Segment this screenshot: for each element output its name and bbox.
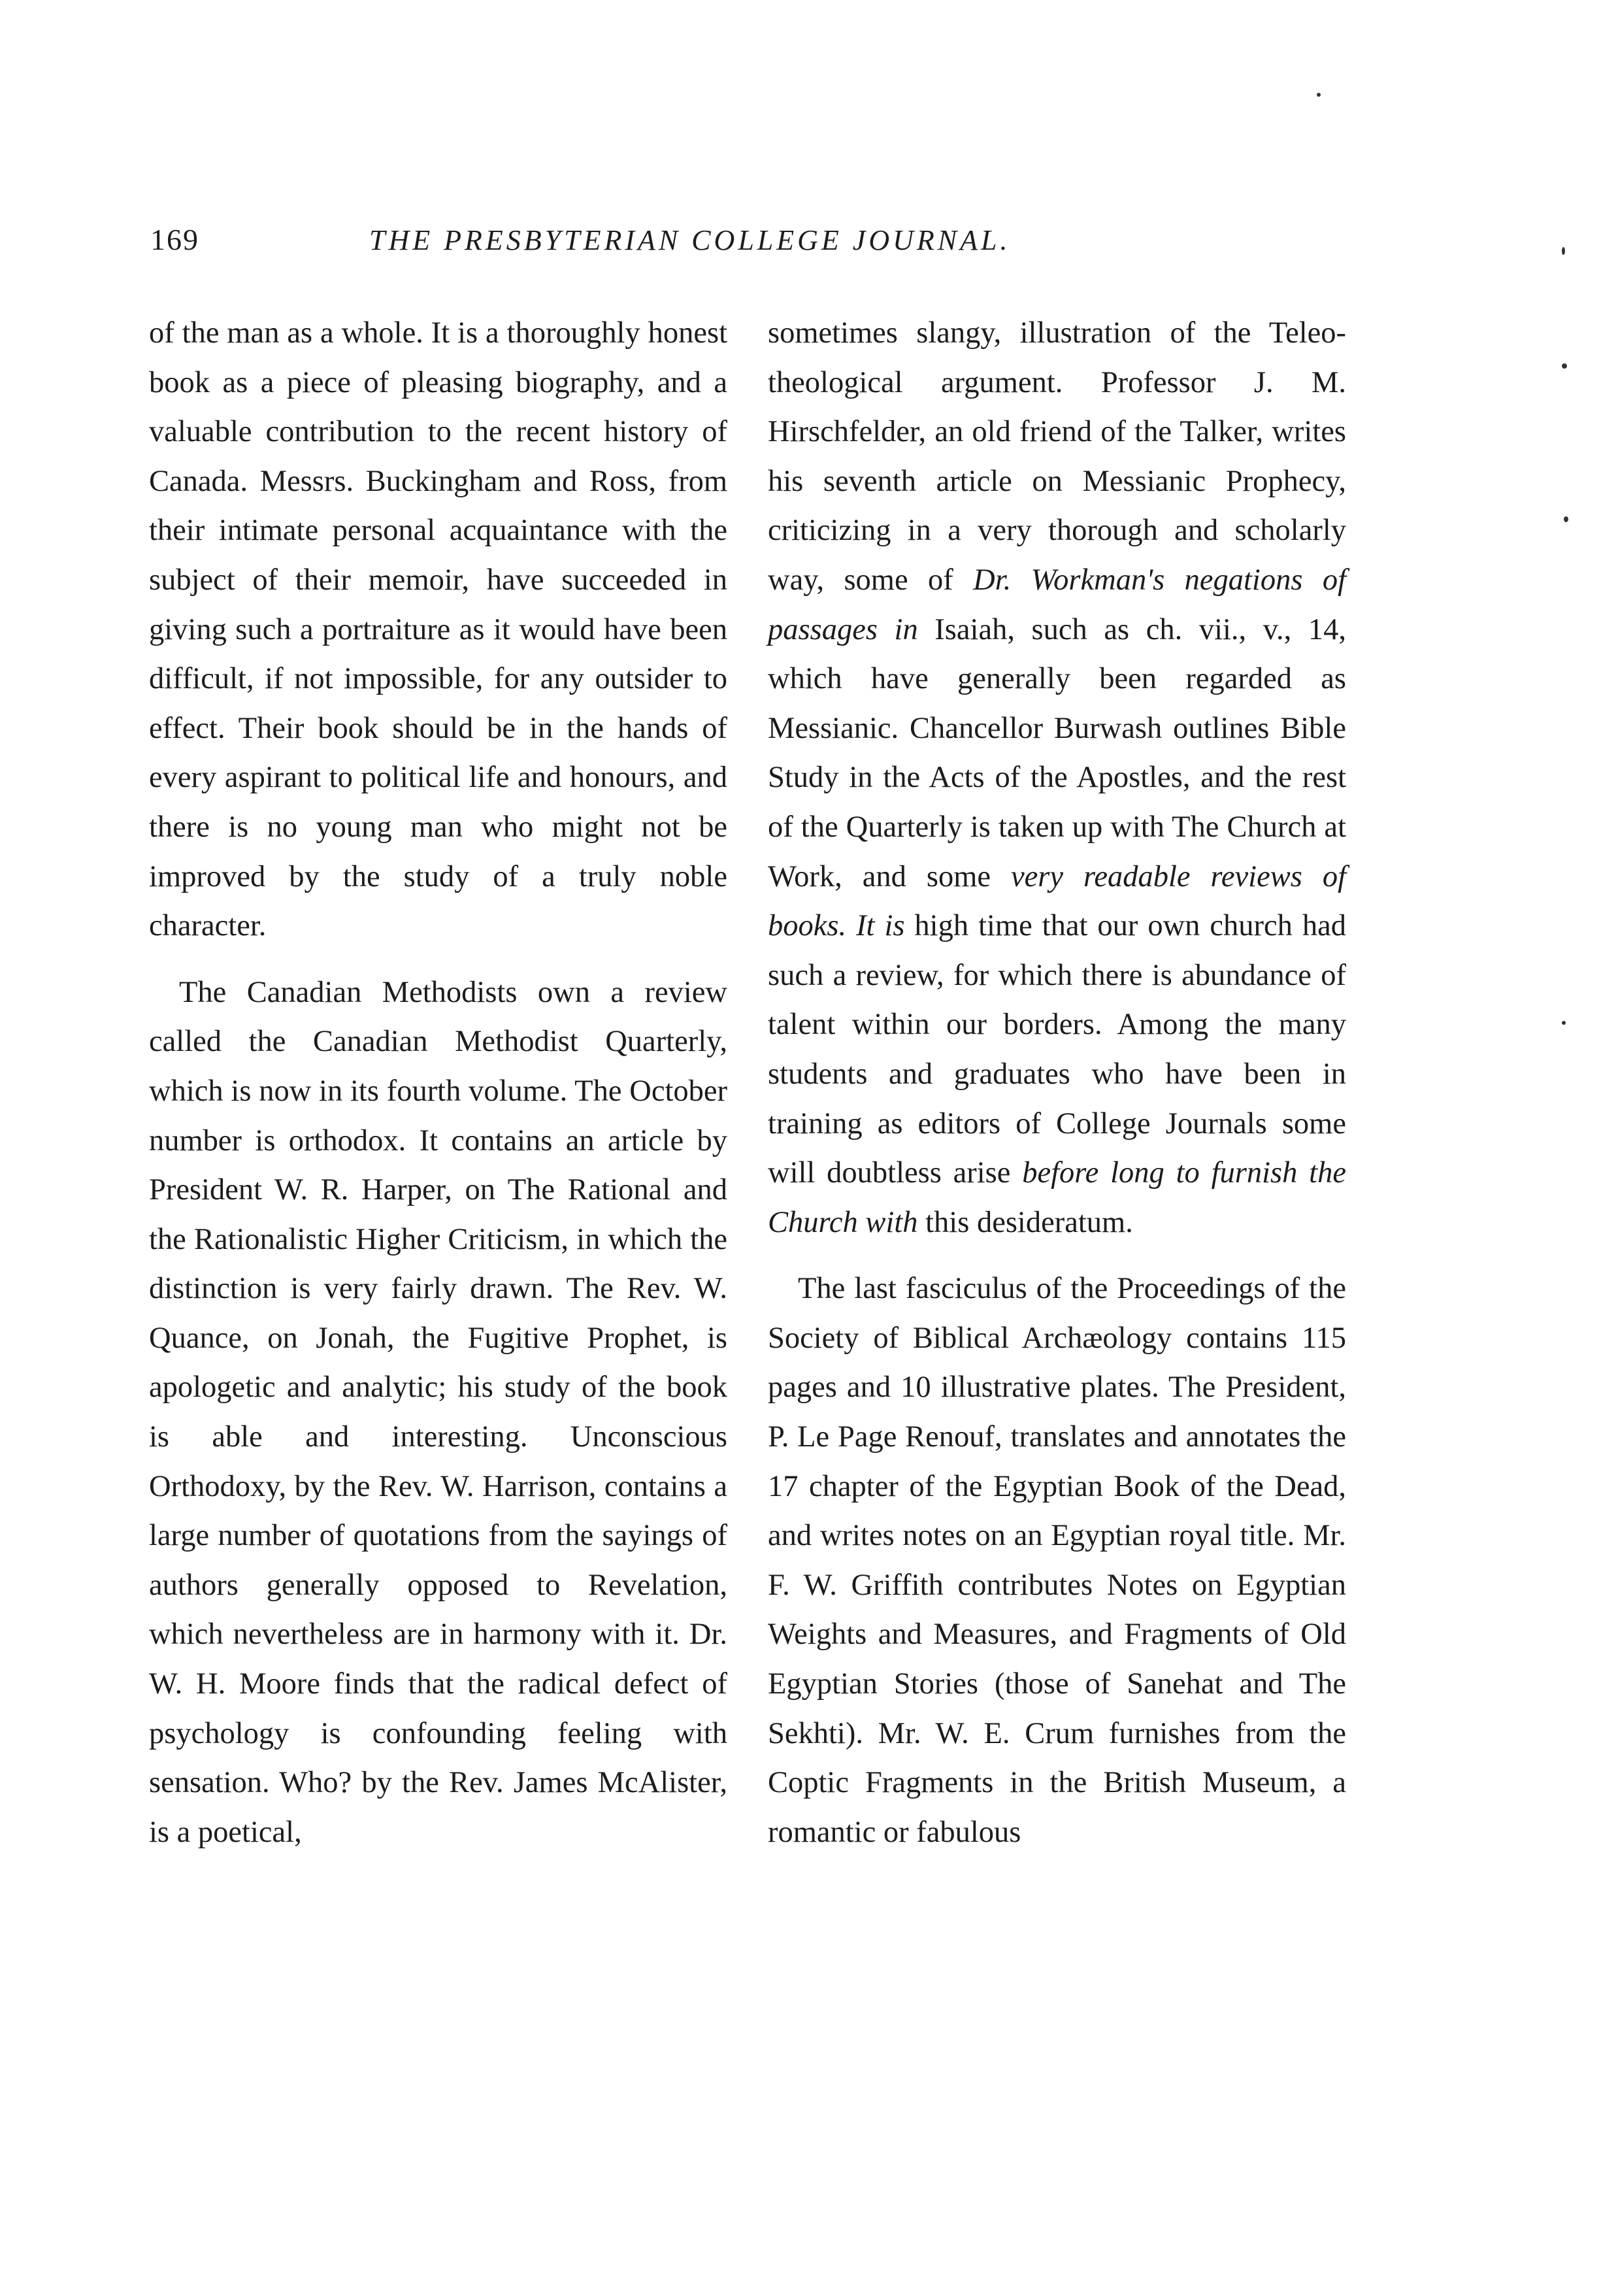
text-run: sometimes slangy, illustration of the Teleo-theological argument. Professor J. M. Hirschfelder, an old friend of the Talker, writes his seventh article on Messianic Prophecy, criticizing in a very thorough and scholarly way, some of bbox=[768, 316, 1346, 597]
left-column bbox=[149, 308, 727, 1857]
scan-speck bbox=[1562, 247, 1565, 255]
italic-run: before long to furnish the Church with bbox=[768, 1156, 1346, 1239]
scan-speck bbox=[1562, 363, 1567, 369]
page-number: 169 bbox=[150, 223, 199, 256]
paragraph-canadian-methodist-quarterly: The Canadian Methodists own a review called the Canadian Methodist Quarterly, which is now in its fourth volume. The October number is orthodox. It contains an article by President W. R. Harper, on The Rational and the Rationalistic Higher Criticism, in which the distinction is very fairly drawn. The Rev. W. Quance, on Jonah, the Fugitive Prophet, is apologetic and analytic; his study of the book is able and interesting. Unconscious Orthodoxy, by the Rev. W. Harrison, contains a large number of quotations from the sayings of authors generally opposed to Revelation, which nevertheless are in harmony with it. Dr. W. H. Moore finds that the radical defect of psychology is confounding feeling with sensation. Who? by the Rev. James McAlister, is a poetical, bbox=[149, 975, 727, 1849]
right-column bbox=[768, 308, 1346, 1857]
paragraph-continued: of the man as a whole. It is a thoroughly honest book as a piece of pleasing biography, and a valuable contribution to the recent history of Canada. Messrs. Buckingham and Ross, from their intimate personal acquaintance with the subject of their memoir, have succeeded in giving such a portraiture as it would have been difficult, if not impossible, for any outsider to effect. Their book should be in the hands of every aspirant to political life and honours, and there is no young man who might not be improved by the study of a truly noble character. bbox=[149, 316, 727, 943]
italic-run: very readable reviews of books. It is bbox=[768, 859, 1346, 943]
scan-speck bbox=[1562, 1021, 1566, 1025]
text-run: Isaiah, such as ch. vii., v., 14, which have generally been regarded as Messianic. Chancellor Burwash outlines Bible Study in the Acts of the Apostles, and the rest of the Quarterly is taken up with The Church at Work, and some bbox=[768, 612, 1346, 893]
scan-speck bbox=[1564, 516, 1568, 522]
paragraph-biblical-archaeology: The last fasciculus of the Proceedings of the Society of Biblical Archæology contains 115 pages and 10 illustrative plates. The President, P. Le Page Renouf, translates and annotates the 17 chapter of the Egyptian Book of the Dead, and writes notes on an Egyptian royal title. Mr. F. W. Griffith contributes Notes on Egyptian Weights and Measures, and Fragments of Old Egyptian Stories (those of Sanehat and The Sekhti). Mr. W. E. Crum furnishes from the Coptic Fragments in the British Museum, a romantic or fabulous bbox=[768, 1272, 1346, 1849]
italic-run: Dr. Workman's negations of passages in bbox=[768, 563, 1346, 646]
scan-speck bbox=[1317, 93, 1321, 97]
text-run: this desideratum. bbox=[917, 1205, 1133, 1239]
paragraph-continued-quarterly bbox=[768, 308, 1346, 1247]
running-title: THE PRESBYTERIAN COLLEGE JOURNAL. bbox=[369, 224, 1011, 256]
page-header bbox=[150, 222, 1457, 268]
text-run: high time that our own church had such a review, for which there is abundance of talent within our borders. Among the many students and graduates who have been in training as editors of College Journals some will doubtless arise bbox=[768, 909, 1346, 1190]
